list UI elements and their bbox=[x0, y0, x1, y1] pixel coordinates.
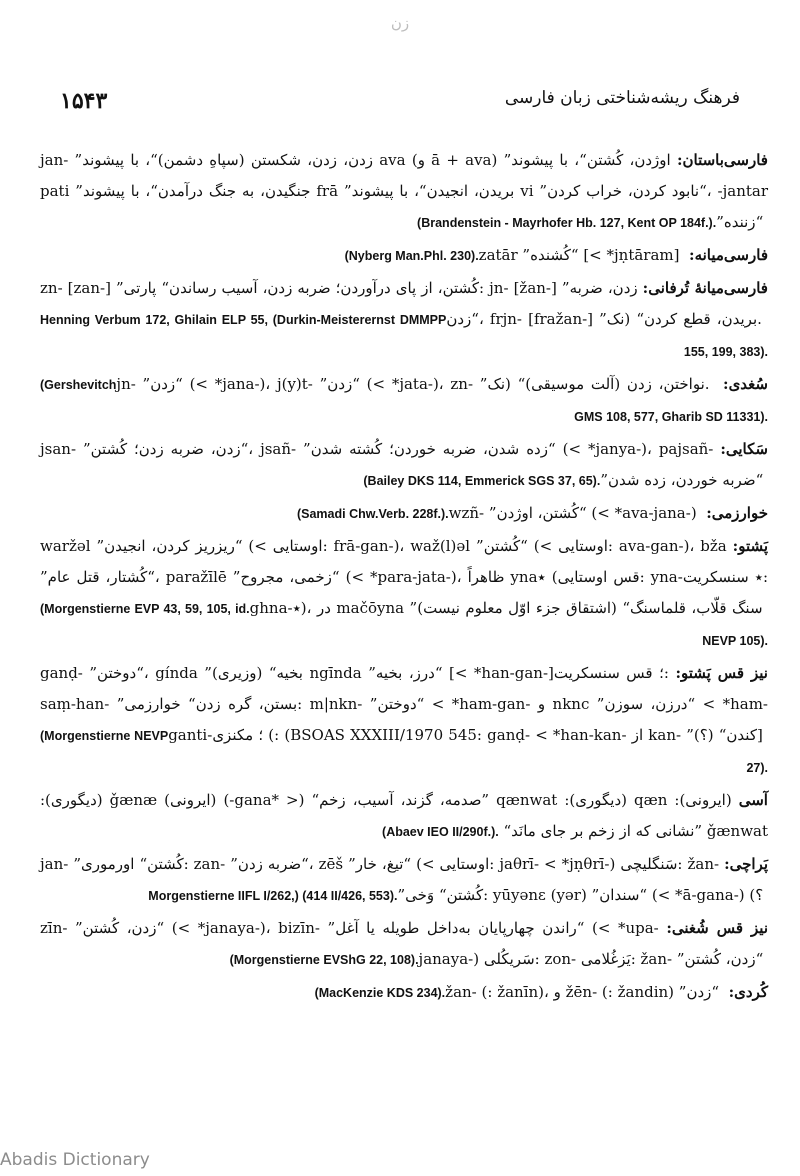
entry-old-persian bbox=[40, 145, 768, 239]
entry-middle-persian bbox=[40, 240, 768, 272]
entry-reference: (Morgenstierne EVP 43, 59, 105, id. NEVP 105). bbox=[40, 602, 768, 648]
entry-text: wzñ- ”کُشتن، اوژدن“ (< *ava-jana-) bbox=[448, 504, 702, 522]
entry-pashto bbox=[40, 531, 768, 657]
running-head: زن bbox=[390, 14, 410, 32]
entry-text: jn- ”زدن“ (< *jana-)، j(y)t- ”زدن“ (< *jata-)، zn- ”نواختن، زدن (آلت موسیقی)“ (نک. bbox=[116, 375, 717, 393]
entry-language: کُردی: bbox=[728, 983, 768, 1001]
entry-language: خوارزمی: bbox=[706, 504, 768, 522]
entry-text: jan- ”زدن، زدن، شکستن (سپاهِ دشمن)“، با پیشوند ava (و ā + ava) ”اوژدن، کُشتن“، با پیشوند pati ”جنگیدن، به جنگ درآمدن“، با پیشوند frā ”بریدن، انجیدن“، با پیشوند vi ”نابود کردن، خراب کردن“، -jantar ”زننده“ bbox=[40, 151, 768, 231]
entry-language: پَشتو: bbox=[732, 537, 769, 555]
entry-text: ganḍ- ”دوختن“، gínda ”بخیه“ (وزیری) ngīnda ”درز، بخیه“ [< *han-gan-]؛ قس سنسکریت: saṃ-han- ”بستن، گره زدن“ خوارزمی: m|nkn- ”دوختن“ < *ham-gan- و nknc ”درزن، سوزن“ < *ham-ganti-؛ مکنزی (: (BSOAS XXXIII/1970 545: ganḍ- < *han-kan- از kan- ”کندن“ (؟)] bbox=[40, 664, 769, 744]
entry-reference: Henning Verbum 172, Ghilain ELP 55, (Durkin-Meisterernst DMMPP 155, 199, 383). bbox=[40, 313, 768, 359]
entry-text: waržəl ”ریزریز کردن، انجیدن“ (< اوستایی: frā-gan-)، waž(l)əl ”کُشتن“ (< اوستایی: ava-gan-)، bža ”کُشتار، قتل عام“، paražīlē ”زخمی، مجروح“ (< *para-jata-)، ظاهراً yna٭ (قس اوستایی: yna-٭ سنسکریت: ghna-٭)، در mačōyna ”سنگ قلّاب، قلماسنگ“ (اشتقاق جزء اوّل معلوم نیست) bbox=[40, 537, 769, 617]
dictionary-entries bbox=[40, 145, 768, 1010]
entry-text: (ایرونی): qæn (دیگوری): qænwat ”صدمه، گزند، آسیب، زخم“ (< *gana-) (ایرونی) ǧænæ (دیگوری): ǧænwat ”نشانی که از زخم بر جای مانَد“ bbox=[40, 791, 768, 840]
entry-text: jan- ”کُشتن“ اورموری: zan- ”ضربه زدن“، zēš ”تیغ، خار“ (< اوستایی: jaθrī- < *jṇθrī-) سَنگلیچی: žan- ”کُشتن“ وَخی: yūyənɛ (yər) ”سندان“ (< *ā-gana-) (؟ bbox=[40, 855, 768, 904]
page-header bbox=[60, 88, 740, 116]
entry-saka bbox=[40, 434, 768, 497]
entry-text: zatār ”کُشنده“ [< *jṇtāram] bbox=[478, 246, 685, 264]
entry-ossetic bbox=[40, 785, 768, 848]
entry-language: سَکایی: bbox=[720, 440, 768, 458]
entry-reference: (Brandenstein - Mayrhofer Hb. 127, Kent OP 184f.). bbox=[417, 216, 717, 230]
entry-reference: (MacKenzie KDS 234). bbox=[314, 986, 446, 1000]
entry-sogdian bbox=[40, 369, 768, 433]
entry-pashto-compare bbox=[40, 658, 768, 784]
entry-reference: (Abaev IEO II/290f.). bbox=[382, 825, 499, 839]
entry-reference: (Nyberg Man.Phl. 230). bbox=[344, 249, 479, 263]
entry-manichaean-middle-persian bbox=[40, 273, 768, 368]
entry-language: نیز قس شُغنی: bbox=[666, 919, 768, 937]
page-number: ۱۵۴۳ bbox=[60, 88, 108, 114]
entry-reference: (Morgenstierne NEVP 27). bbox=[40, 729, 768, 775]
entry-language: فارسی‌میانه: bbox=[689, 246, 768, 264]
entry-reference: (Morgenstierne EVShG 22, 108). bbox=[229, 953, 419, 967]
entry-khwarezmian bbox=[40, 498, 768, 530]
entry-language: فارسی‌باستان: bbox=[676, 151, 768, 169]
entry-reference: (Samadi Chw.Verb. 228f.). bbox=[296, 507, 449, 521]
entry-reference: Morgenstierne IIFL I/262,) (414 II/426, 553). bbox=[148, 889, 398, 903]
book-title: فرهنگ ریشه‌شناختی زبان فارسی bbox=[504, 88, 740, 108]
entry-text: žan- (: žanīn)، و žēn- (: žandin) ”زدن“ bbox=[445, 983, 724, 1001]
entry-text: jsan- ”زدن، ضربه زدن؛ کُشتن“، jsañ- ”زده شدن، ضربه خوردن؛ کُشته شدن“ (< *janya-)، pajsañ- ”ضربه خوردن، زده شدن“ bbox=[40, 440, 768, 489]
entry-reference: (Bailey DKS 114, Emmerick SGS 37, 65). bbox=[363, 474, 601, 488]
entry-language: پَراچی: bbox=[724, 855, 769, 873]
entry-language: سُغدی: bbox=[723, 375, 768, 393]
entry-text: zn- [zan-] ”کُشتن، از پای درآوردن؛ ضربه زدن، آسیب رساندن“ پارتی: jn- [žan-] ”زدن، ضربه زدن“، frjn- [fražan-] ”بریدن، قطع کردن“ (نک. bbox=[40, 279, 768, 328]
entry-text: zīn- ”زدن، کُشتن“ (< *janaya-)، bizīn- ”راندن چهارپایان به‌داخل طویله یا آغل“ (< *upa-janaya-) سَریکُلی: zon- یَزغُلامی: žan- ”زدن، کُشتن“ bbox=[40, 919, 768, 968]
entry-language: فارسی‌میانهٔ تُرفانی: bbox=[642, 279, 768, 297]
entry-kurdish bbox=[40, 977, 768, 1009]
entry-reference: (Gershevitch GMS 108, 577, Gharib SD 11331). bbox=[40, 378, 768, 424]
entry-shughni bbox=[40, 913, 768, 976]
entry-parachi bbox=[40, 849, 768, 912]
entry-language: نیز قس پَشتو: bbox=[675, 664, 768, 682]
entry-language: آسی bbox=[738, 791, 768, 809]
watermark: Abadis Dictionary bbox=[0, 1150, 150, 1170]
